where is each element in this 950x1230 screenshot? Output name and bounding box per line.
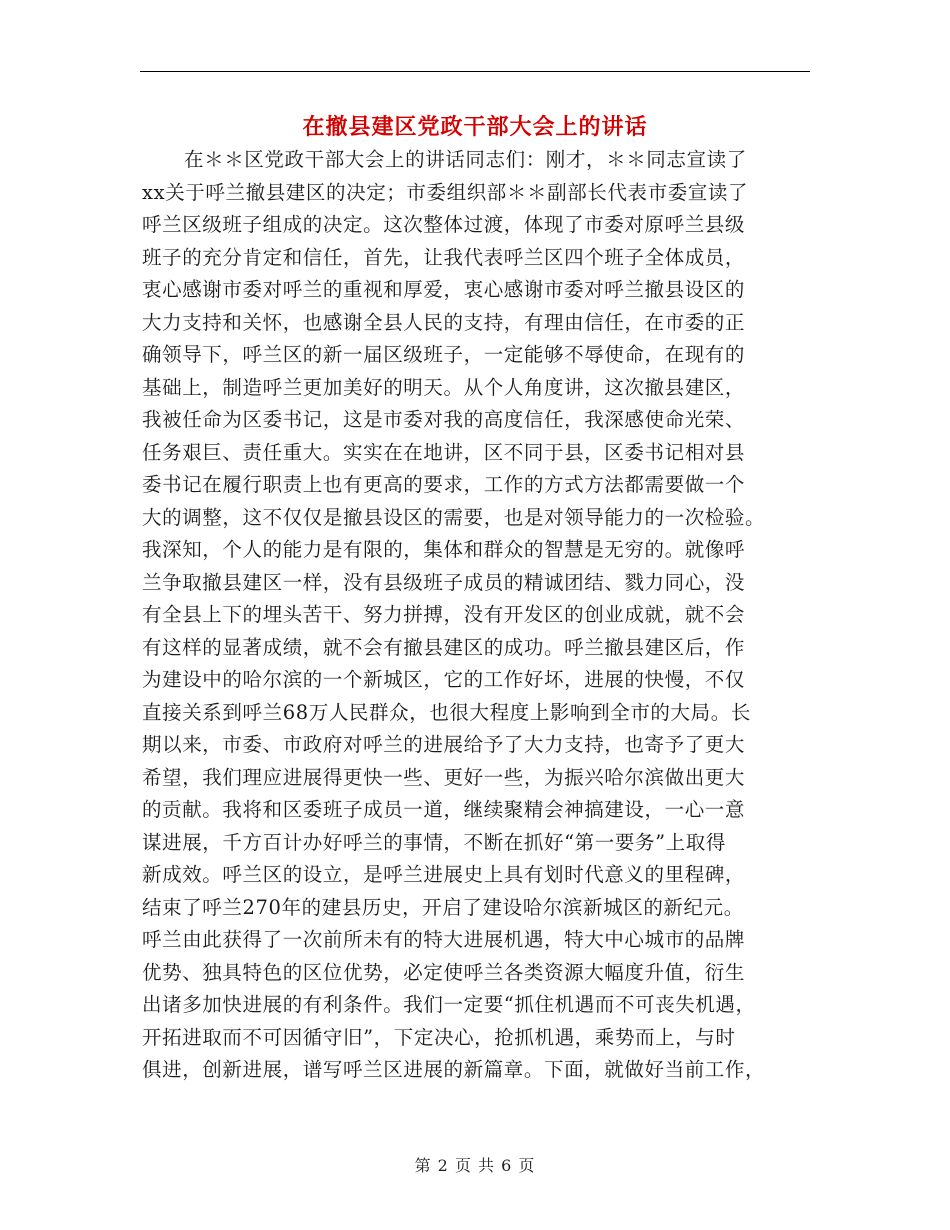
body-line: 呼兰由此获得了一次前所未有的特大进展机遇，特大中心城市的品牌: [142, 928, 746, 951]
body-line: 大的调整，这不仅仅是撤县设区的需要，也是对领导能力的一次检验。: [142, 505, 766, 529]
body-line: 委书记在履行职责上也有更高的要求，工作的方式方法都需要做一个: [142, 473, 746, 496]
body-line: 俱进，创新进展，谱写呼兰区进展的新篇章。下面，就做好当前工作，: [142, 1058, 766, 1081]
body-line: 有这样的显著成绩，就不会有撤县建区的成功。呼兰撤县建区后，作: [142, 635, 746, 659]
body-line: 希望，我们理应进展得更快一些、更好一些，为振兴哈尔滨做出更大: [142, 765, 746, 789]
body-line: 班子的充分肯定和信任，首先，让我代表呼兰区四个班子全体成员，: [142, 245, 746, 269]
body-line: 在＊＊区党政干部大会上的讲话同志们：刚才，＊＊同志宣读了: [184, 148, 747, 171]
header-rule: [140, 71, 810, 72]
body-line: 新成效。呼兰区的设立，是呼兰进展史上具有划时代意义的里程碑，: [142, 863, 746, 886]
body-line: 开拓进取而不可因循守旧”，下定决心，抢抓机遇，乘势而上，与时: [142, 1025, 736, 1049]
body-line: 期以来，市委、市政府对呼兰的进展给予了大力支持，也寄予了更大: [142, 733, 746, 756]
body-line: 结束了呼兰270年的建县历史，开启了建设哈尔滨新城区的新纪元。: [142, 895, 744, 919]
body-line: 衷心感谢市委对呼兰的重视和厚爱，衷心感谢市委对呼兰撤县设区的: [142, 278, 746, 301]
body-line: 谋进展，千方百计办好呼兰的事情，不断在抓好“第一要务”上取得: [142, 830, 726, 854]
body-line: 任务艰巨、责任重大。实实在在地讲，区不同于县，区委书记相对县: [142, 440, 746, 464]
body-line: 优势、独具特色的区位优势，必定使呼兰各类资源大幅度升值，衍生: [142, 960, 746, 984]
body-line: 基础上，制造呼兰更加美好的明天。从个人角度讲，这次撤县建区，: [142, 375, 746, 399]
body-line: 兰争取撤县建区一样，没有县级班子成员的精诚团结、戮力同心，没: [142, 570, 746, 594]
body-line: 我被任命为区委书记，这是市委对我的高度信任，我深感使命光荣、: [142, 408, 746, 431]
body-line: 我深知，个人的能力是有限的，集体和群众的智慧是无穷的。就像呼: [142, 538, 746, 561]
body-line: xx关于呼兰撤县建区的决定；市委组织部＊＊副部长代表市委宣读了: [142, 180, 749, 204]
body-line: 直接关系到呼兰68万人民群众，也很大程度上影响到全市的大局。长: [142, 700, 751, 724]
body-line: 出诸多加快进展的有利条件。我们一定要“抓住机遇而不可丧失机遇，: [142, 993, 756, 1016]
body-line: 确领导下，呼兰区的新一届区级班子，一定能够不辱使命，在现有的: [142, 343, 746, 366]
document-title: 在撤县建区党政干部大会上的讲话: [302, 114, 648, 140]
body-line: 的贡献。我将和区委班子成员一道，继续聚精会神搞建设，一心一意: [142, 798, 746, 821]
page-number-footer: 第 2 页 共 6 页: [414, 1156, 536, 1175]
body-line: 呼兰区级班子组成的决定。这次整体过渡，体现了市委对原呼兰县级: [142, 213, 746, 236]
document-body: [142, 144, 810, 1087]
body-line: 有全县上下的埋头苦干、努力拼搏，没有开发区的创业成就，就不会: [142, 603, 746, 626]
body-line: 为建设中的哈尔滨的一个新城区，它的工作好坏，进展的快慢，不仅: [142, 668, 746, 691]
body-line: 大力支持和关怀，也感谢全县人民的支持，有理由信任，在市委的正: [142, 310, 746, 334]
